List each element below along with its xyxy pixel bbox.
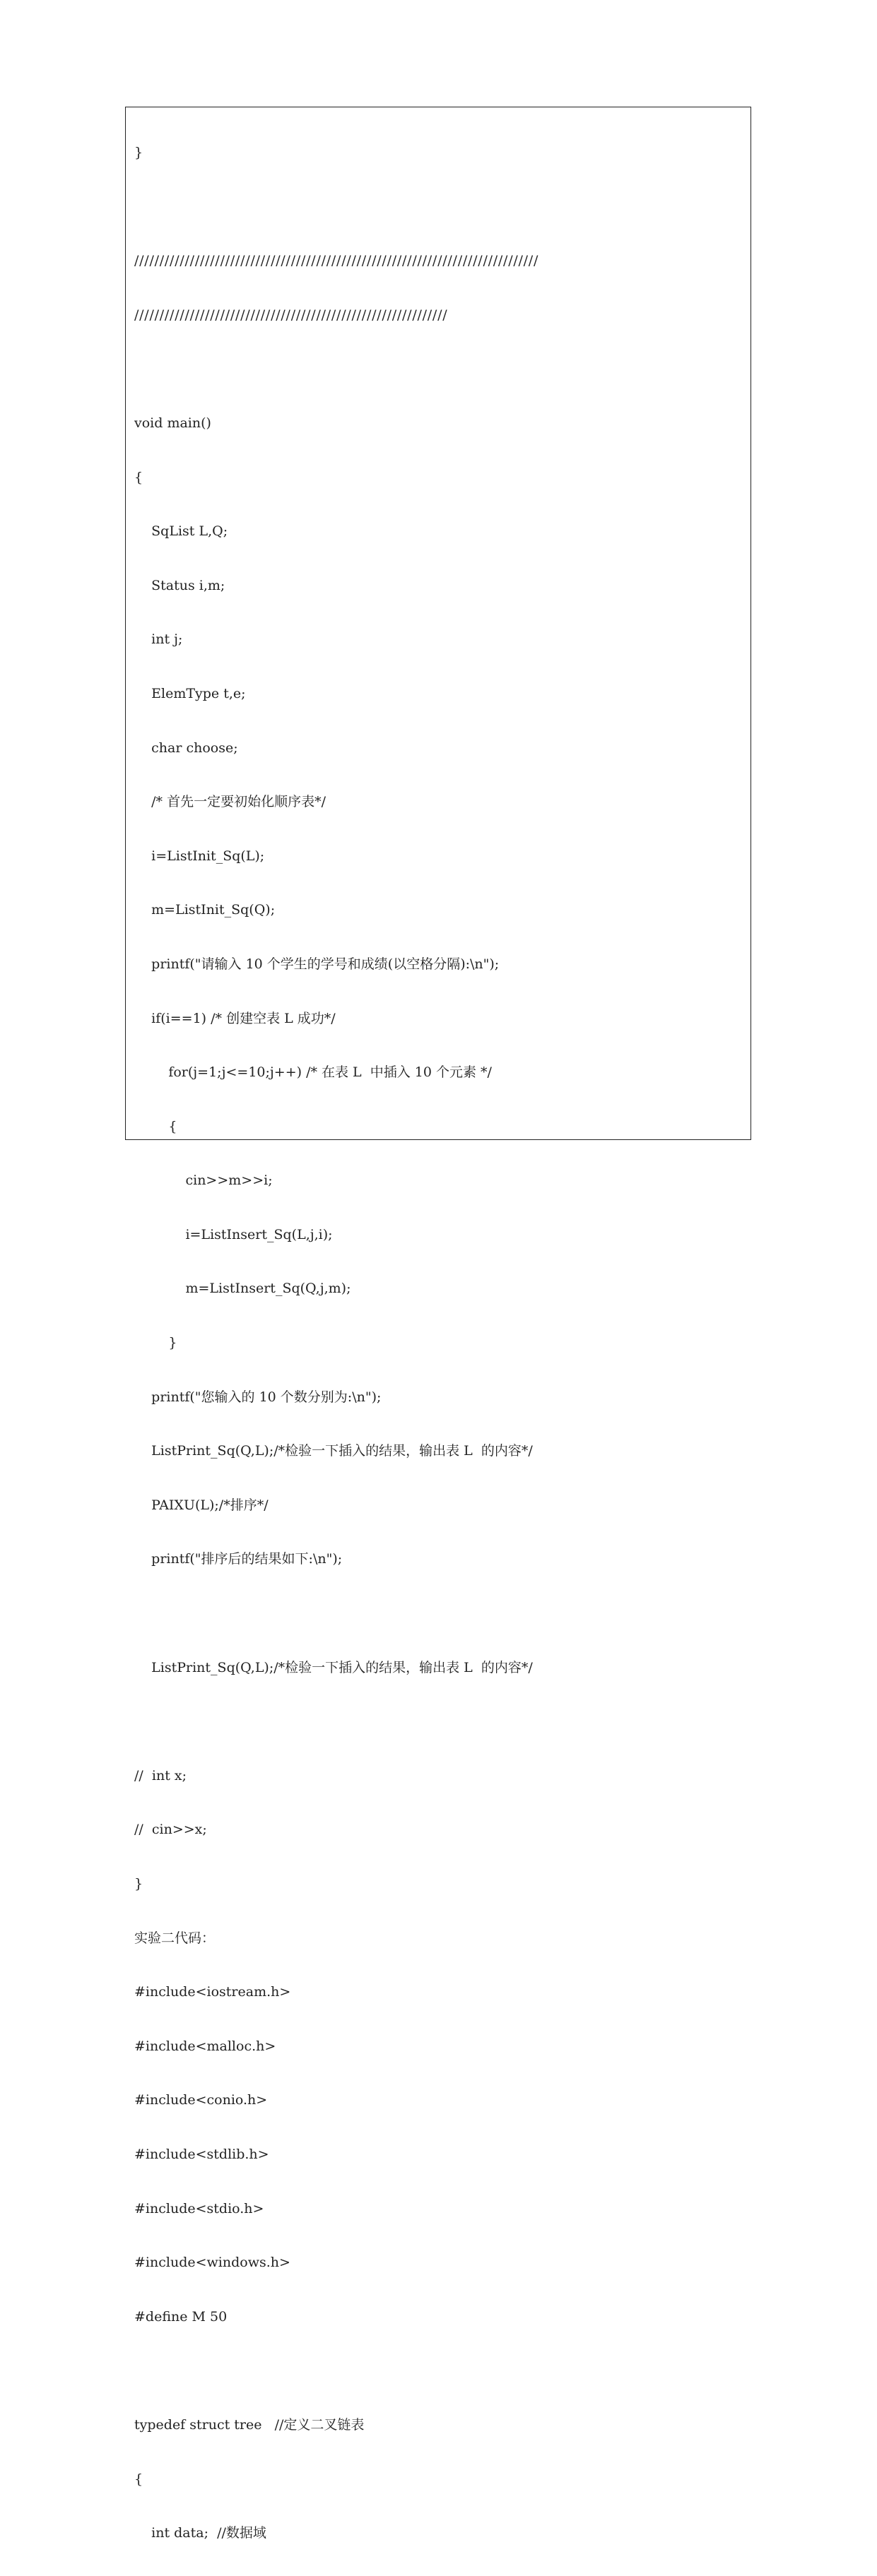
code-comment-line: /* 首先一定要初始化顺序表*/ [134,794,326,810]
code-line: } [134,1876,143,1892]
code-line: if(i==1) /* 创建空表 L 成功*/ [134,1010,336,1026]
code-line [134,196,746,219]
code-table-cell [125,107,751,2541]
code-line: ListPrint_Sq(Q,L);/*检验一下插入的结果，输出表 L 的内容*/ [134,1659,533,1675]
code-line: { [134,1118,177,1134]
include-line: #include<windows.h> [134,2255,290,2271]
section-heading: 实验二代码： [134,1930,216,1946]
code-line: ElemType t,e; [134,685,246,701]
code-line [134,357,746,381]
code-comment-line: // cin>>x; [134,1822,207,1838]
code-line: int j; [134,631,183,648]
code-line: int data; //数据域 [134,2525,266,2541]
code-line: ListPrint_Sq(Q,L);/*检验一下插入的结果，输出表 L 的内容*/ [134,1443,533,1459]
code-line [134,1602,746,1625]
code-line [134,1710,746,1733]
include-line: #include<stdlib.h> [134,2146,269,2162]
comment-separator-line: ////////////////////////////////////////////////////////////// [134,307,448,323]
code-line: printf("您输入的 10 个数分别为:\n"); [134,1389,382,1405]
include-line: #include<iostream.h> [134,1984,291,2000]
code-block [134,110,746,2576]
code-line: } [134,145,143,160]
comment-separator-line: //////////////////////////////////////////////////////////////////////////////// [134,253,539,269]
code-comment-line: // int x; [134,1767,187,1783]
code-line: void main() [134,415,211,431]
code-line: char choose; [134,740,238,756]
code-line: PAIXU(L);/*排序*/ [134,1497,269,1513]
code-line: typedef struct tree //定义二叉链表 [134,2416,365,2433]
code-line: SqList L,Q; [134,523,228,540]
code-line [134,2359,746,2382]
code-line: for(j=1;j<=10;j++) /* 在表 L 中插入 10 个元素 */ [134,1064,492,1081]
code-line: printf("请输入 10 个学生的学号和成绩(以空格分隔):\n"); [134,956,500,972]
code-line: { [134,469,143,485]
include-line: #include<stdio.h> [134,2200,264,2216]
code-line: m=ListInit_Sq(Q); [134,902,276,918]
code-line: printf("排序后的结果如下:\n"); [134,1551,343,1567]
include-line: #include<conio.h> [134,2092,268,2108]
define-line: #define M 50 [134,2308,228,2325]
code-line: Status i,m; [134,577,225,593]
code-line: m=ListInsert_Sq(Q,j,m); [134,1281,351,1297]
code-line: i=ListInsert_Sq(L,j,i); [134,1226,333,1242]
include-line: #include<malloc.h> [134,2038,276,2054]
code-line: } [134,1335,177,1351]
code-line: { [134,2471,143,2487]
code-line: i=ListInit_Sq(L); [134,848,265,864]
code-line: cin>>m>>i; [134,1173,273,1189]
